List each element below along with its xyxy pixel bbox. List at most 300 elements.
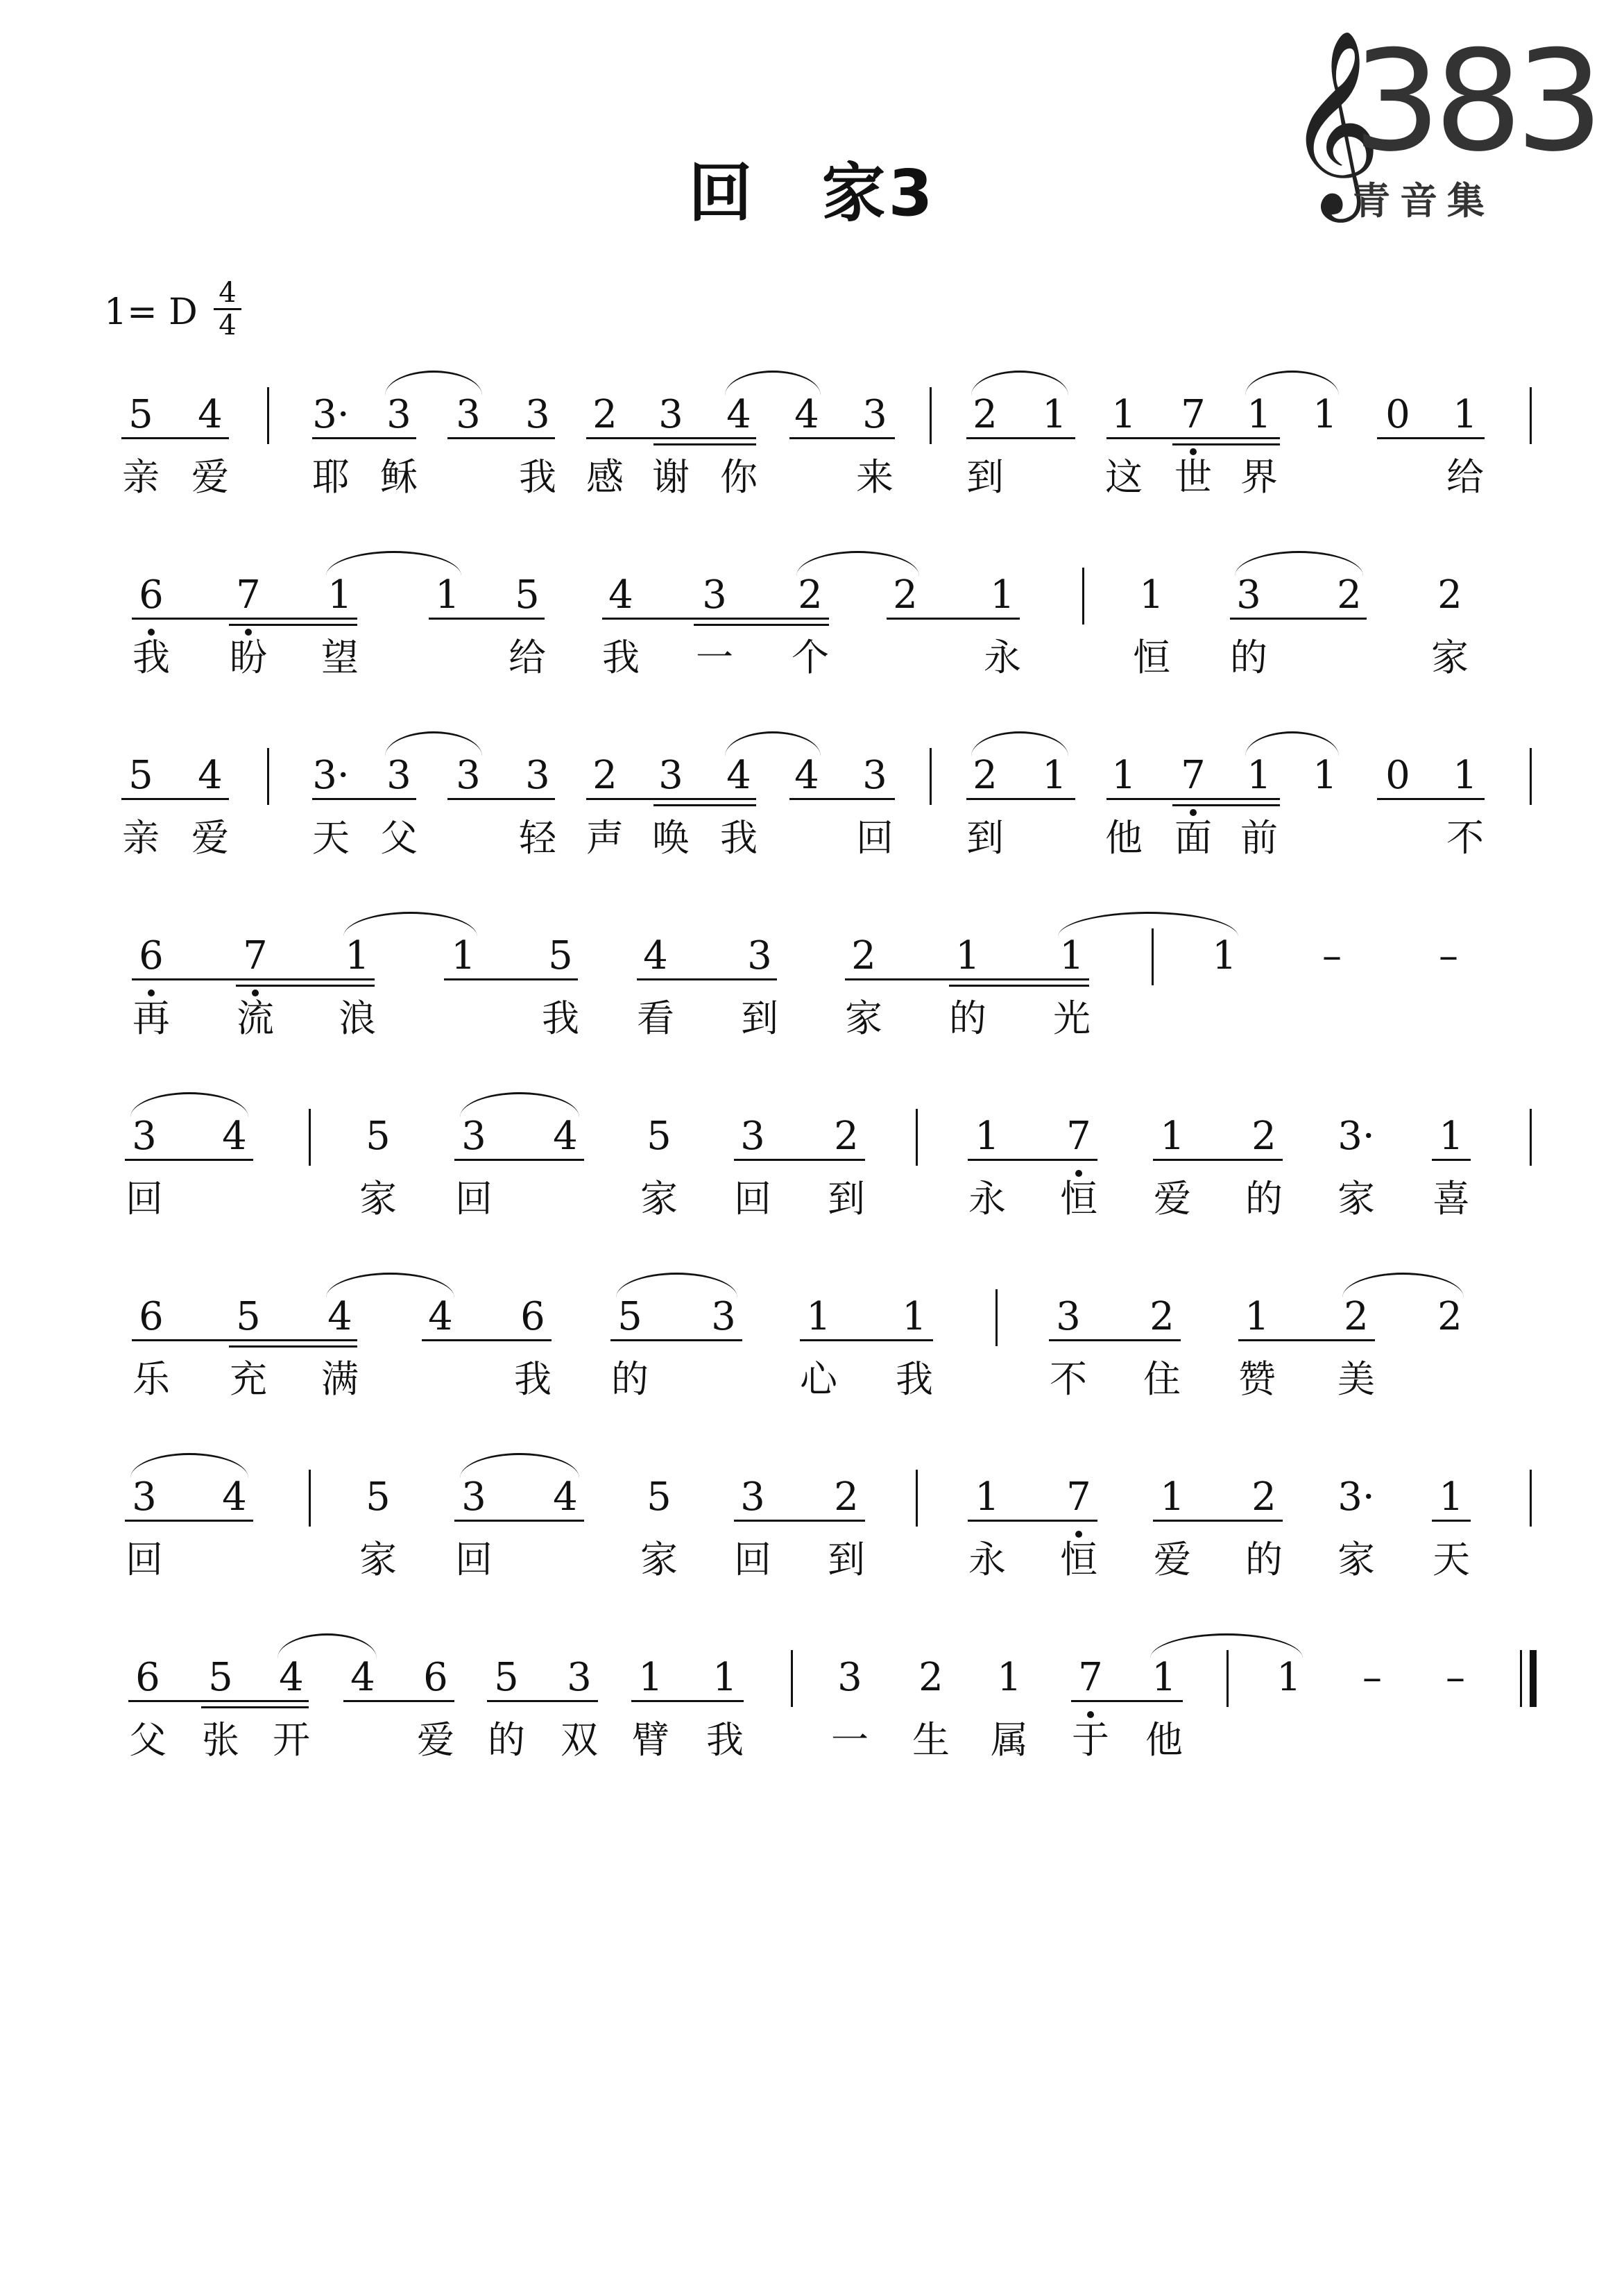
note: 2 bbox=[1149, 1294, 1174, 1339]
note: 2 bbox=[592, 753, 617, 798]
lyric-syllable: 永 bbox=[968, 1538, 1006, 1581]
note: 3 bbox=[456, 392, 481, 437]
note: 3 bbox=[658, 392, 683, 437]
duration-underline bbox=[422, 1339, 552, 1341]
note: 1 bbox=[1247, 753, 1272, 798]
duration-underline bbox=[1238, 1339, 1375, 1341]
note: 1 bbox=[1139, 572, 1164, 618]
tie-slur bbox=[343, 912, 477, 937]
note: 1 bbox=[1160, 1475, 1185, 1520]
duration-underline bbox=[734, 1159, 865, 1161]
note: 4 bbox=[198, 392, 223, 437]
duration-underline bbox=[1230, 618, 1367, 620]
duration-underline bbox=[1153, 1520, 1283, 1522]
tie-slur bbox=[971, 371, 1068, 396]
note: 1 bbox=[1160, 1114, 1185, 1159]
key-label: 1= D bbox=[104, 291, 198, 333]
lyric-syllable: 恒 bbox=[1060, 1538, 1097, 1581]
note: 1 bbox=[806, 1294, 831, 1339]
note: 6 bbox=[139, 1294, 164, 1339]
note: 1 bbox=[1111, 753, 1136, 798]
lyric-syllable: 张 bbox=[202, 1718, 239, 1762]
lyric-syllable: 盼 bbox=[230, 636, 267, 679]
note: 1 bbox=[955, 933, 980, 978]
note: 2 bbox=[973, 753, 998, 798]
note: 7 bbox=[1078, 1655, 1103, 1700]
tie-slur bbox=[1150, 1633, 1303, 1658]
lyric-syllable: 不 bbox=[1050, 1357, 1087, 1401]
note: 1 bbox=[1042, 753, 1067, 798]
barline bbox=[995, 1289, 998, 1346]
note: 0 bbox=[1385, 392, 1410, 437]
note: 1 bbox=[997, 1655, 1022, 1700]
song-title: 回 家3 bbox=[688, 156, 936, 230]
lyric-syllable: 爱 bbox=[1154, 1177, 1191, 1221]
lyric-syllable: 爱 bbox=[417, 1718, 454, 1762]
lyric-syllable: 浪 bbox=[339, 996, 376, 1040]
note: 5 bbox=[366, 1475, 391, 1520]
note: 4 bbox=[428, 1294, 453, 1339]
note: 3 bbox=[132, 1475, 157, 1520]
duration-underline bbox=[653, 804, 756, 806]
note: 3 bbox=[525, 753, 550, 798]
lyric-syllable: 的 bbox=[949, 996, 986, 1040]
note: 2 bbox=[1251, 1475, 1276, 1520]
note: – bbox=[1322, 933, 1342, 978]
lyric-syllable: 我 bbox=[706, 1718, 744, 1762]
lyric-syllable: 感 bbox=[586, 455, 624, 499]
lyric-syllable: 美 bbox=[1337, 1357, 1375, 1401]
duration-underline bbox=[125, 1159, 253, 1161]
duration-underline bbox=[1153, 1159, 1283, 1161]
octave-dot bbox=[1075, 1531, 1082, 1538]
note: 4 bbox=[794, 753, 819, 798]
duration-underline bbox=[968, 1520, 1097, 1522]
barline bbox=[1530, 1470, 1532, 1527]
note: 4 bbox=[726, 753, 751, 798]
lyric-syllable: 这 bbox=[1105, 455, 1143, 499]
duration-underline bbox=[1172, 443, 1280, 445]
tie-slur bbox=[385, 731, 482, 756]
duration-underline bbox=[447, 437, 555, 439]
lyric-syllable: 望 bbox=[321, 636, 359, 679]
lyric-syllable: 满 bbox=[321, 1357, 359, 1401]
lyric-syllable: 充 bbox=[230, 1357, 267, 1401]
duration-underline bbox=[653, 443, 756, 445]
note: – bbox=[1439, 933, 1458, 978]
lyric-syllable: 的 bbox=[1245, 1177, 1283, 1221]
lyric-syllable: 赞 bbox=[1238, 1357, 1276, 1401]
lyric-syllable: 不 bbox=[1446, 816, 1484, 860]
lyric-syllable: 世 bbox=[1174, 455, 1212, 499]
duration-underline bbox=[132, 978, 375, 980]
note: 1 bbox=[975, 1114, 1000, 1159]
lyric-syllable: 他 bbox=[1145, 1718, 1183, 1762]
duration-underline bbox=[949, 985, 1089, 987]
note: 1 bbox=[1152, 1655, 1177, 1700]
duration-underline bbox=[132, 618, 357, 620]
note: 5 bbox=[515, 572, 540, 618]
duration-underline bbox=[789, 437, 895, 439]
barline bbox=[309, 1470, 311, 1527]
lyric-syllable: 谢 bbox=[652, 455, 690, 499]
lyric-syllable: 喜 bbox=[1433, 1177, 1470, 1221]
note: 3· bbox=[312, 392, 350, 437]
duration-underline bbox=[447, 798, 555, 800]
lyric-syllable: 家 bbox=[845, 996, 882, 1040]
octave-dot bbox=[148, 989, 155, 996]
lyric-syllable: 家 bbox=[1431, 636, 1469, 679]
tie-slur bbox=[326, 551, 461, 576]
lyric-syllable: 我 bbox=[602, 636, 640, 679]
note: 1 bbox=[435, 572, 460, 618]
note: 6 bbox=[520, 1294, 545, 1339]
note: 5 bbox=[647, 1475, 672, 1520]
tie-slur bbox=[130, 1092, 248, 1117]
lyric-syllable: 耶 bbox=[312, 455, 350, 499]
time-unit: 4 bbox=[219, 309, 237, 341]
note: 1 bbox=[1313, 392, 1337, 437]
lyric-syllable: 家 bbox=[640, 1538, 678, 1581]
octave-dot bbox=[252, 989, 259, 996]
note: 6 bbox=[139, 572, 164, 618]
duration-underline bbox=[800, 1339, 933, 1341]
duration-underline bbox=[236, 985, 375, 987]
lyric-syllable: 回 bbox=[734, 1177, 771, 1221]
lyric-syllable: 流 bbox=[237, 996, 274, 1040]
note: 3 bbox=[862, 753, 887, 798]
note: 2 bbox=[893, 572, 918, 618]
octave-dot bbox=[1190, 448, 1197, 455]
note: – bbox=[1362, 1655, 1382, 1700]
lyric-syllable: 家 bbox=[359, 1177, 397, 1221]
tie-slur bbox=[971, 731, 1068, 756]
note: 1 bbox=[1111, 392, 1136, 437]
note: 3 bbox=[386, 392, 411, 437]
lyric-syllable: 回 bbox=[455, 1177, 493, 1221]
lyric-syllable: 到 bbox=[828, 1538, 865, 1581]
barline bbox=[791, 1650, 793, 1707]
note: 1 bbox=[1439, 1475, 1464, 1520]
lyric-syllable: 给 bbox=[1446, 455, 1484, 499]
lyric-syllable: 我 bbox=[514, 1357, 552, 1401]
lyric-syllable: 乐 bbox=[133, 1357, 170, 1401]
duration-underline bbox=[968, 1159, 1097, 1161]
tie-slur bbox=[725, 731, 821, 756]
duration-underline bbox=[429, 618, 545, 620]
note: 3 bbox=[1056, 1294, 1081, 1339]
note: 4 bbox=[222, 1475, 247, 1520]
lyric-syllable: 父 bbox=[129, 1718, 166, 1762]
note: 3 bbox=[386, 753, 411, 798]
lyric-syllable: 的 bbox=[611, 1357, 649, 1401]
note: 3 bbox=[740, 1475, 765, 1520]
lyric-syllable: 来 bbox=[856, 455, 894, 499]
note: 2 bbox=[1251, 1114, 1276, 1159]
note: 5 bbox=[494, 1655, 519, 1700]
lyric-syllable: 永 bbox=[968, 1177, 1006, 1221]
note: 5 bbox=[617, 1294, 642, 1339]
duration-underline bbox=[1432, 1520, 1471, 1522]
note: 5 bbox=[647, 1114, 672, 1159]
lyric-syllable: 家 bbox=[359, 1538, 397, 1581]
tie-slur bbox=[1245, 371, 1339, 396]
note: 4 bbox=[553, 1114, 578, 1159]
note: 3 bbox=[702, 572, 727, 618]
note: 1 bbox=[1042, 392, 1067, 437]
lyric-syllable: 爱 bbox=[191, 455, 229, 499]
lyric-syllable: 亲 bbox=[122, 816, 160, 860]
lyric-syllable: 前 bbox=[1240, 816, 1278, 860]
duration-underline bbox=[602, 618, 829, 620]
note: 5 bbox=[128, 753, 153, 798]
note: 3 bbox=[132, 1114, 157, 1159]
lyric-syllable: 于 bbox=[1072, 1718, 1109, 1762]
lyric-syllable: 我 bbox=[519, 455, 556, 499]
barline bbox=[916, 1109, 918, 1166]
duration-underline bbox=[343, 1700, 454, 1702]
barline bbox=[267, 748, 269, 805]
duration-underline bbox=[229, 624, 357, 626]
lyric-syllable: 轻 bbox=[519, 816, 556, 860]
barline bbox=[1082, 568, 1084, 625]
lyric-syllable: 一 bbox=[696, 636, 733, 679]
note: 1 bbox=[1212, 933, 1237, 978]
treble-clef-icon: 𝄞 bbox=[1287, 29, 1381, 214]
lyric-syllable: 光 bbox=[1053, 996, 1091, 1040]
note: 4 bbox=[726, 392, 751, 437]
note: 1 bbox=[1313, 753, 1337, 798]
tie-slur bbox=[616, 1273, 737, 1298]
lyric-syllable: 心 bbox=[800, 1357, 837, 1401]
note: 3 bbox=[740, 1114, 765, 1159]
barline bbox=[309, 1109, 311, 1166]
duration-underline bbox=[201, 1706, 309, 1708]
duration-underline bbox=[734, 1520, 865, 1522]
note: 2 bbox=[1337, 572, 1362, 618]
tie-slur bbox=[725, 371, 821, 396]
duration-underline bbox=[121, 437, 229, 439]
duration-underline bbox=[1377, 798, 1485, 800]
lyric-syllable: 的 bbox=[1230, 636, 1267, 679]
note: 2 bbox=[592, 392, 617, 437]
duration-underline bbox=[128, 1700, 309, 1702]
time-beats: 4 bbox=[219, 277, 237, 309]
note: 1 bbox=[1453, 392, 1478, 437]
duration-underline bbox=[312, 437, 416, 439]
barline bbox=[916, 1470, 918, 1527]
lyric-syllable: 的 bbox=[1245, 1538, 1283, 1581]
duration-underline bbox=[1432, 1159, 1471, 1161]
lyric-syllable: 个 bbox=[792, 636, 829, 679]
tie-slur bbox=[277, 1633, 377, 1658]
note: 1 bbox=[451, 933, 476, 978]
note: 2 bbox=[851, 933, 876, 978]
lyric-syllable: 再 bbox=[133, 996, 170, 1040]
duration-underline bbox=[610, 1339, 742, 1341]
note: 2 bbox=[834, 1114, 859, 1159]
duration-underline bbox=[887, 618, 1020, 620]
tie-slur bbox=[1245, 731, 1339, 756]
note: 3· bbox=[1337, 1114, 1375, 1159]
lyric-syllable: 回 bbox=[126, 1177, 163, 1221]
lyric-syllable: 双 bbox=[561, 1718, 598, 1762]
lyric-syllable: 一 bbox=[831, 1718, 869, 1762]
lyric-syllable: 臂 bbox=[632, 1718, 669, 1762]
note: 3 bbox=[525, 392, 550, 437]
note: 3 bbox=[862, 392, 887, 437]
duration-underline bbox=[1049, 1339, 1181, 1341]
lyric-syllable: 生 bbox=[912, 1718, 950, 1762]
lyric-syllable: 恒 bbox=[1060, 1177, 1097, 1221]
duration-underline bbox=[1106, 798, 1280, 800]
tie-slur bbox=[1342, 1273, 1464, 1298]
duration-underline bbox=[1172, 804, 1280, 806]
octave-dot bbox=[1087, 1711, 1094, 1718]
lyric-syllable: 到 bbox=[741, 996, 778, 1040]
lyric-syllable: 唤 bbox=[652, 816, 690, 860]
note: 5 bbox=[366, 1114, 391, 1159]
note: 3 bbox=[461, 1114, 486, 1159]
barline bbox=[267, 387, 269, 444]
note: 4 bbox=[553, 1475, 578, 1520]
octave-dot bbox=[148, 629, 155, 636]
note: 2 bbox=[1344, 1294, 1369, 1339]
duration-underline bbox=[312, 798, 416, 800]
note: 1 bbox=[345, 933, 370, 978]
note: 3 bbox=[747, 933, 772, 978]
lyric-syllable: 回 bbox=[856, 816, 894, 860]
note: 1 bbox=[327, 572, 352, 618]
note: 4 bbox=[643, 933, 668, 978]
duration-underline bbox=[845, 978, 1089, 980]
lyric-syllable: 亲 bbox=[122, 455, 160, 499]
note: 5 bbox=[236, 1294, 261, 1339]
duration-underline bbox=[586, 437, 756, 439]
note: 3 bbox=[456, 753, 481, 798]
note: 3 bbox=[461, 1475, 486, 1520]
note: 1 bbox=[1245, 1294, 1270, 1339]
duration-underline bbox=[1071, 1700, 1183, 1702]
lyric-syllable: 回 bbox=[734, 1538, 771, 1581]
logo-text: 青音集 bbox=[1353, 179, 1494, 223]
note: 2 bbox=[834, 1475, 859, 1520]
barline bbox=[1152, 928, 1154, 985]
note: 3 bbox=[711, 1294, 736, 1339]
lyric-syllable: 回 bbox=[455, 1538, 493, 1581]
duration-underline bbox=[966, 437, 1075, 439]
lyric-syllable: 到 bbox=[828, 1177, 865, 1221]
note: 1 bbox=[1059, 933, 1084, 978]
final-barline-thin bbox=[1520, 1650, 1522, 1707]
lyric-syllable: 恒 bbox=[1133, 636, 1170, 679]
note: 3 bbox=[658, 753, 683, 798]
note: 4 bbox=[608, 572, 633, 618]
lyric-syllable: 我 bbox=[542, 996, 579, 1040]
lyric-syllable: 爱 bbox=[191, 816, 229, 860]
note: 4 bbox=[279, 1655, 304, 1700]
note: 6 bbox=[139, 933, 164, 978]
duration-underline bbox=[637, 978, 777, 980]
note: 7 bbox=[1181, 753, 1206, 798]
duration-underline bbox=[1377, 437, 1485, 439]
note: 3 bbox=[837, 1655, 862, 1700]
duration-underline bbox=[631, 1700, 744, 1702]
logo-number: 383 bbox=[1353, 21, 1597, 182]
lyric-syllable: 家 bbox=[640, 1177, 678, 1221]
duration-underline bbox=[966, 798, 1075, 800]
note: 5 bbox=[208, 1655, 233, 1700]
note: 3· bbox=[1337, 1475, 1375, 1520]
note: 7 bbox=[1066, 1114, 1091, 1159]
lyric-syllable: 天 bbox=[1433, 1538, 1470, 1581]
note: 4 bbox=[794, 392, 819, 437]
duration-underline bbox=[444, 978, 578, 980]
note: 2 bbox=[1437, 572, 1462, 618]
lyric-syllable: 声 bbox=[586, 816, 624, 860]
lyric-syllable: 稣 bbox=[380, 455, 418, 499]
note: 6 bbox=[423, 1655, 448, 1700]
lyric-syllable: 到 bbox=[966, 816, 1004, 860]
note: 1 bbox=[990, 572, 1015, 618]
lyric-syllable: 界 bbox=[1240, 455, 1278, 499]
note: 1 bbox=[1247, 392, 1272, 437]
barline bbox=[1530, 387, 1532, 444]
tie-slur bbox=[326, 1273, 454, 1298]
note: 7 bbox=[1066, 1475, 1091, 1520]
duration-underline bbox=[132, 1339, 357, 1341]
tie-slur bbox=[1235, 551, 1363, 576]
lyric-syllable: 他 bbox=[1105, 816, 1143, 860]
note: 4 bbox=[327, 1294, 352, 1339]
duration-underline bbox=[125, 1520, 253, 1522]
duration-underline bbox=[694, 624, 829, 626]
lyric-syllable: 面 bbox=[1174, 816, 1212, 860]
duration-underline bbox=[454, 1520, 584, 1522]
octave-dot bbox=[245, 629, 252, 636]
note: 1 bbox=[712, 1655, 737, 1700]
lyric-syllable: 看 bbox=[637, 996, 674, 1040]
lyric-syllable: 给 bbox=[508, 636, 546, 679]
note: 7 bbox=[243, 933, 268, 978]
lyric-syllable: 家 bbox=[1337, 1538, 1375, 1581]
duration-underline bbox=[586, 798, 756, 800]
lyric-syllable: 属 bbox=[991, 1718, 1028, 1762]
barline bbox=[1530, 748, 1532, 805]
final-barline bbox=[1530, 1650, 1537, 1707]
note: 2 bbox=[973, 392, 998, 437]
tie-slur bbox=[385, 371, 482, 396]
lyric-syllable: 永 bbox=[984, 636, 1021, 679]
note: 6 bbox=[135, 1655, 160, 1700]
note: 0 bbox=[1385, 753, 1410, 798]
lyric-syllable: 你 bbox=[720, 455, 758, 499]
lyric-syllable: 父 bbox=[380, 816, 418, 860]
barline bbox=[930, 387, 932, 444]
lyric-syllable: 爱 bbox=[1154, 1538, 1191, 1581]
tie-slur bbox=[1058, 912, 1238, 937]
duration-underline bbox=[454, 1159, 584, 1161]
note: 5 bbox=[548, 933, 573, 978]
note: 1 bbox=[1439, 1114, 1464, 1159]
note: 7 bbox=[236, 572, 261, 618]
lyric-syllable: 我 bbox=[896, 1357, 933, 1401]
barline bbox=[1226, 1650, 1229, 1707]
note: 4 bbox=[222, 1114, 247, 1159]
note: 3 bbox=[1236, 572, 1261, 618]
note: 1 bbox=[638, 1655, 663, 1700]
duration-underline bbox=[1106, 437, 1280, 439]
